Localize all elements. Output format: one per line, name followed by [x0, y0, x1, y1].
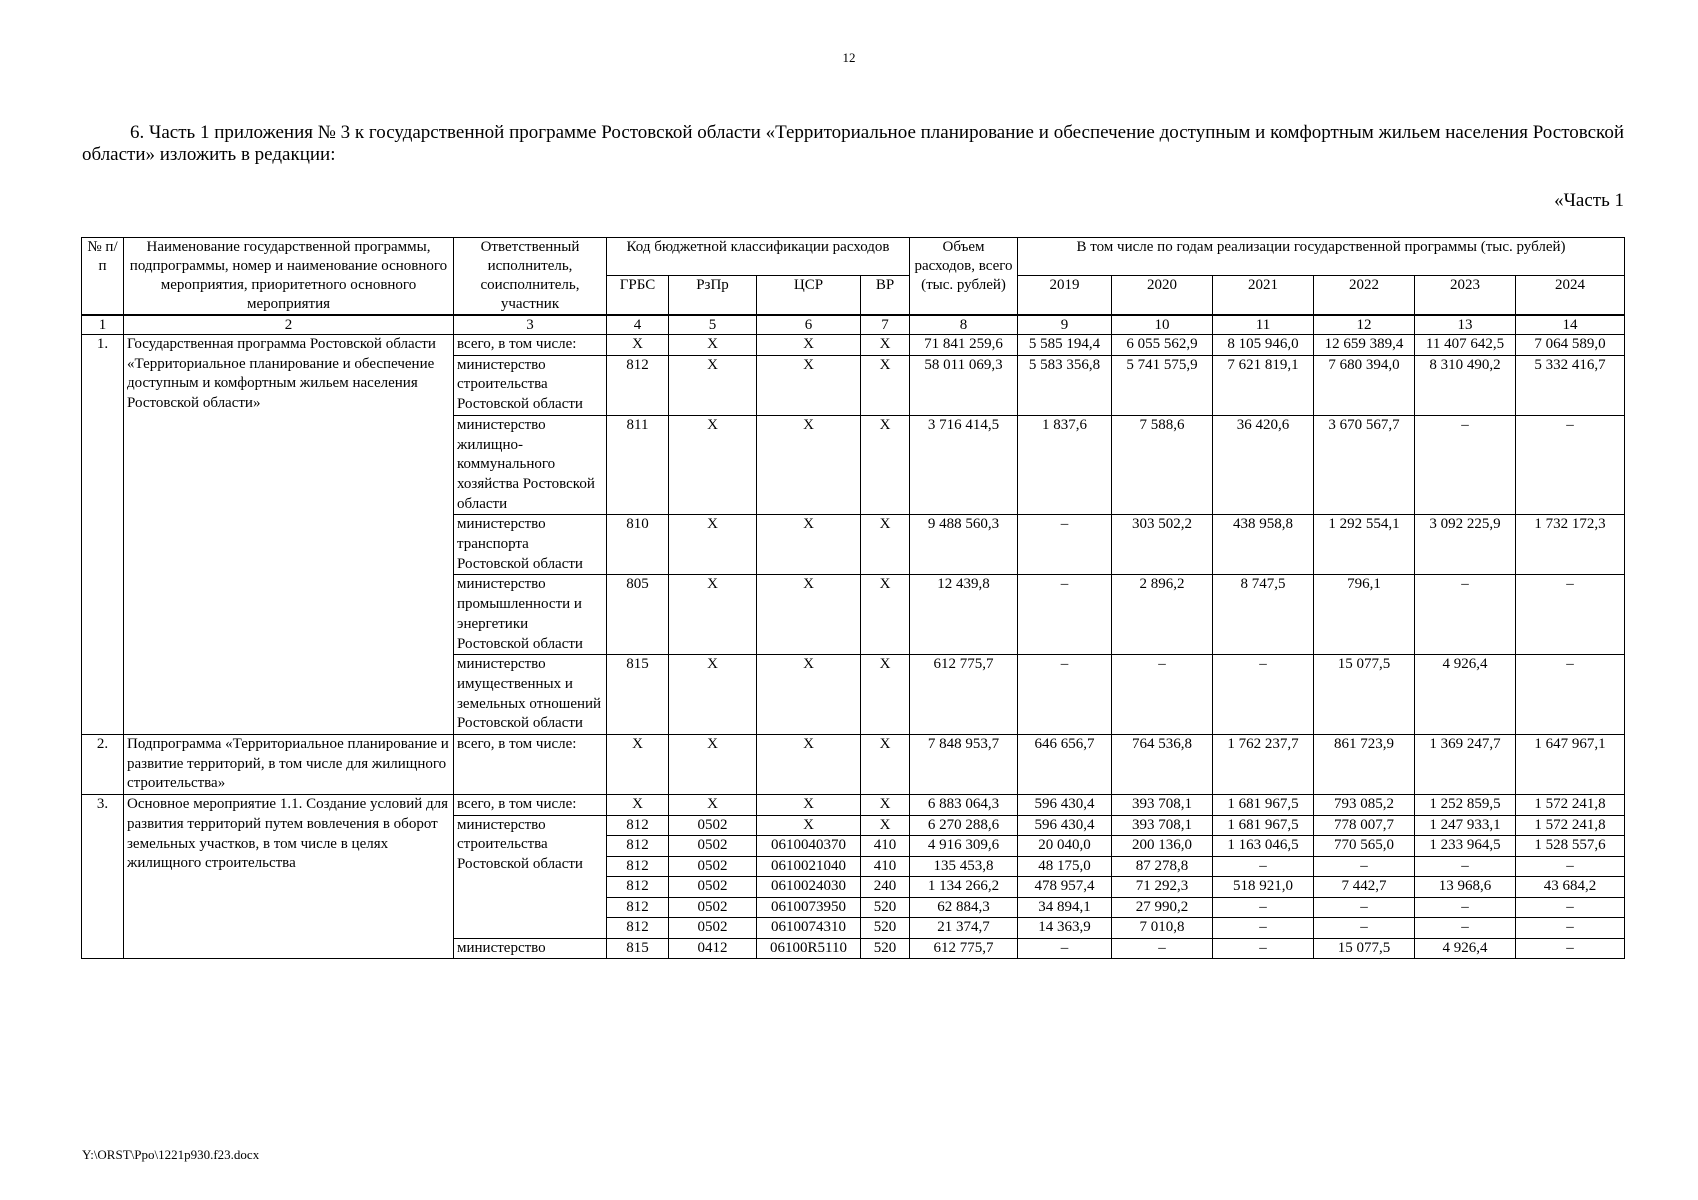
column-number: 13 — [1415, 315, 1516, 335]
year-value-cell: 1 572 241,8 — [1516, 815, 1625, 836]
total-cell: 612 775,7 — [910, 655, 1018, 735]
year-value-cell: 48 175,0 — [1018, 856, 1112, 877]
year-value-cell: 778 007,7 — [1314, 815, 1415, 836]
year-value-cell: 596 430,4 — [1018, 795, 1112, 816]
header-grbs: ГРБС — [607, 276, 669, 315]
year-value-cell: 1 528 557,6 — [1516, 836, 1625, 857]
grbs-cell: 812 — [607, 355, 669, 415]
total-cell: 9 488 560,3 — [910, 515, 1018, 575]
year-value-cell: – — [1516, 575, 1625, 655]
year-value-cell: 71 292,3 — [1112, 877, 1213, 898]
year-value-cell: – — [1213, 856, 1314, 877]
vr-cell: X — [861, 515, 910, 575]
part-label: «Часть 1 — [1554, 190, 1624, 211]
year-value-cell: – — [1516, 938, 1625, 959]
year-value-cell: – — [1415, 575, 1516, 655]
total-cell: 3 716 414,5 — [910, 415, 1018, 515]
year-value-cell: 2 896,2 — [1112, 575, 1213, 655]
year-value-cell: 7 064 589,0 — [1516, 335, 1625, 356]
csr-cell: 0610074310 — [757, 918, 861, 939]
rzpr-cell: X — [669, 575, 757, 655]
table-row — [82, 795, 1625, 816]
year-value-cell: 5 583 356,8 — [1018, 355, 1112, 415]
year-value-cell: 796,1 — [1314, 575, 1415, 655]
row-number-cell: 1. — [82, 335, 124, 735]
csr-cell: X — [757, 575, 861, 655]
year-value-cell: 1 247 933,1 — [1415, 815, 1516, 836]
vr-cell: X — [861, 415, 910, 515]
year-value-cell: 3 092 225,9 — [1415, 515, 1516, 575]
year-value-cell: 5 585 194,4 — [1018, 335, 1112, 356]
total-cell: 7 848 953,7 — [910, 735, 1018, 795]
year-value-cell: – — [1415, 918, 1516, 939]
year-value-cell: 13 968,6 — [1415, 877, 1516, 898]
header-name: Наименование государственной программы, подпрограммы, номер и наименование основного мероприятия, приоритетного основного мероприятия — [124, 238, 454, 316]
year-value-cell: 596 430,4 — [1018, 815, 1112, 836]
grbs-cell: X — [607, 735, 669, 795]
total-cell: 58 011 069,3 — [910, 355, 1018, 415]
year-value-cell: – — [1018, 655, 1112, 735]
grbs-cell: 805 — [607, 575, 669, 655]
vr-cell: X — [861, 735, 910, 795]
row-number-cell: 2. — [82, 735, 124, 795]
total-cell: 1 134 266,2 — [910, 877, 1018, 898]
rzpr-cell: X — [669, 335, 757, 356]
year-value-cell: – — [1415, 856, 1516, 877]
header-year: 2023 — [1415, 276, 1516, 315]
csr-cell: X — [757, 355, 861, 415]
rzpr-cell: 0502 — [669, 877, 757, 898]
program-name-cell: Основное мероприятие 1.1. Создание условий для развития территорий путем вовлечения в оборот земельных участков, в том числе в целях жилищного строительства — [124, 795, 454, 959]
total-cell: 12 439,8 — [910, 575, 1018, 655]
csr-cell: 0610021040 — [757, 856, 861, 877]
year-value-cell: 7 442,7 — [1314, 877, 1415, 898]
year-value-cell: 518 921,0 — [1213, 877, 1314, 898]
csr-cell: X — [757, 795, 861, 816]
year-value-cell: 1 369 247,7 — [1415, 735, 1516, 795]
header-executor: Ответственный исполнитель, соисполнитель, участник — [454, 238, 607, 316]
year-value-cell: 1 681 967,5 — [1213, 815, 1314, 836]
header-csr: ЦСР — [757, 276, 861, 315]
year-value-cell: 1 233 964,5 — [1415, 836, 1516, 857]
year-value-cell: 393 708,1 — [1112, 815, 1213, 836]
year-value-cell: 764 536,8 — [1112, 735, 1213, 795]
header-total: Объем расходов, всего (тыс. рублей) — [910, 238, 1018, 316]
header-year: 2020 — [1112, 276, 1213, 315]
header-year: 2024 — [1516, 276, 1625, 315]
year-value-cell: – — [1018, 515, 1112, 575]
grbs-cell: 812 — [607, 836, 669, 857]
vr-cell: X — [861, 355, 910, 415]
grbs-cell: 815 — [607, 655, 669, 735]
year-value-cell: – — [1213, 918, 1314, 939]
csr-cell: X — [757, 415, 861, 515]
intro-paragraph: 6. Часть 1 приложения № 3 к государственной программе Ростовской области «Территориальное планирование и обеспечение доступным и комфортным жильем населения Ростовской области» изложить в редакции: — [82, 122, 1624, 165]
csr-cell: 06100R5110 — [757, 938, 861, 959]
header-vr: ВР — [861, 276, 910, 315]
year-value-cell: 7 588,6 — [1112, 415, 1213, 515]
rzpr-cell: 0502 — [669, 918, 757, 939]
column-number: 6 — [757, 315, 861, 335]
year-value-cell: – — [1018, 575, 1112, 655]
column-number: 11 — [1213, 315, 1314, 335]
year-value-cell: – — [1516, 415, 1625, 515]
year-value-cell: 34 894,1 — [1018, 897, 1112, 918]
year-value-cell: 43 684,2 — [1516, 877, 1625, 898]
year-value-cell: 8 105 946,0 — [1213, 335, 1314, 356]
rzpr-cell: X — [669, 655, 757, 735]
vr-cell: X — [861, 795, 910, 816]
total-cell: 4 916 309,6 — [910, 836, 1018, 857]
year-value-cell: – — [1516, 918, 1625, 939]
vr-cell: 520 — [861, 897, 910, 918]
total-cell: 6 270 288,6 — [910, 815, 1018, 836]
rzpr-cell: 0412 — [669, 938, 757, 959]
csr-cell: X — [757, 735, 861, 795]
year-value-cell: – — [1516, 655, 1625, 735]
year-value-cell: 6 055 562,9 — [1112, 335, 1213, 356]
column-number: 3 — [454, 315, 607, 335]
executor-cell: министерство — [454, 938, 607, 959]
vr-cell: X — [861, 575, 910, 655]
year-value-cell: 7 680 394,0 — [1314, 355, 1415, 415]
year-value-cell: – — [1213, 655, 1314, 735]
year-value-cell: 15 077,5 — [1314, 938, 1415, 959]
vr-cell: 410 — [861, 836, 910, 857]
year-value-cell: 4 926,4 — [1415, 655, 1516, 735]
csr-cell: 0610024030 — [757, 877, 861, 898]
year-value-cell: 5 332 416,7 — [1516, 355, 1625, 415]
executor-cell: всего, в том числе: — [454, 795, 607, 816]
year-value-cell: 15 077,5 — [1314, 655, 1415, 735]
year-value-cell: 1 163 046,5 — [1213, 836, 1314, 857]
rzpr-cell: X — [669, 515, 757, 575]
rzpr-cell: X — [669, 735, 757, 795]
year-value-cell: 438 958,8 — [1213, 515, 1314, 575]
column-number: 9 — [1018, 315, 1112, 335]
vr-cell: 520 — [861, 918, 910, 939]
year-value-cell: – — [1213, 897, 1314, 918]
executor-cell: всего, в том числе: — [454, 335, 607, 356]
column-number: 2 — [124, 315, 454, 335]
year-value-cell: 478 957,4 — [1018, 877, 1112, 898]
column-number: 14 — [1516, 315, 1625, 335]
year-value-cell: 1 572 241,8 — [1516, 795, 1625, 816]
header-year: 2022 — [1314, 276, 1415, 315]
vr-cell: 410 — [861, 856, 910, 877]
year-value-cell: – — [1018, 938, 1112, 959]
column-number: 5 — [669, 315, 757, 335]
total-cell: 612 775,7 — [910, 938, 1018, 959]
column-number: 4 — [607, 315, 669, 335]
year-value-cell: 393 708,1 — [1112, 795, 1213, 816]
year-value-cell: 303 502,2 — [1112, 515, 1213, 575]
rzpr-cell: 0502 — [669, 836, 757, 857]
csr-cell: X — [757, 515, 861, 575]
column-number: 7 — [861, 315, 910, 335]
year-value-cell: – — [1112, 655, 1213, 735]
column-number: 10 — [1112, 315, 1213, 335]
vr-cell: 520 — [861, 938, 910, 959]
year-value-cell: – — [1415, 897, 1516, 918]
total-cell: 135 453,8 — [910, 856, 1018, 877]
row-number-cell: 3. — [82, 795, 124, 959]
year-value-cell: 11 407 642,5 — [1415, 335, 1516, 356]
rzpr-cell: 0502 — [669, 856, 757, 877]
total-cell: 21 374,7 — [910, 918, 1018, 939]
vr-cell: X — [861, 655, 910, 735]
year-value-cell: 20 040,0 — [1018, 836, 1112, 857]
header-rzpr: РзПр — [669, 276, 757, 315]
grbs-cell: 812 — [607, 897, 669, 918]
rzpr-cell: X — [669, 415, 757, 515]
year-value-cell: – — [1314, 897, 1415, 918]
csr-cell: 0610040370 — [757, 836, 861, 857]
executor-cell: министерство промышленности и энергетики Ростовской области — [454, 575, 607, 655]
executor-cell: министерство строительства Ростовской области — [454, 355, 607, 415]
budget-table — [81, 237, 1625, 959]
year-value-cell: 4 926,4 — [1415, 938, 1516, 959]
grbs-cell: X — [607, 335, 669, 356]
year-value-cell: 793 085,2 — [1314, 795, 1415, 816]
year-value-cell: – — [1415, 415, 1516, 515]
year-value-cell: 3 670 567,7 — [1314, 415, 1415, 515]
year-value-cell: – — [1213, 938, 1314, 959]
grbs-cell: 815 — [607, 938, 669, 959]
year-value-cell: 36 420,6 — [1213, 415, 1314, 515]
table-row — [82, 335, 1625, 356]
year-value-cell: 7 010,8 — [1112, 918, 1213, 939]
program-name-cell: Государственная программа Ростовской области «Территориальное планирование и обеспечение доступным и комфортным жильем населения Ростовской области» — [124, 335, 454, 735]
table-row — [82, 735, 1625, 795]
year-value-cell: 5 741 575,9 — [1112, 355, 1213, 415]
table-body — [82, 335, 1625, 959]
grbs-cell: 812 — [607, 918, 669, 939]
executor-cell: министерство строительства Ростовской области — [454, 815, 607, 938]
year-value-cell: 8 747,5 — [1213, 575, 1314, 655]
grbs-cell: 811 — [607, 415, 669, 515]
grbs-cell: 810 — [607, 515, 669, 575]
year-value-cell: 770 565,0 — [1314, 836, 1415, 857]
executor-cell: министерство имущественных и земельных отношений Ростовской области — [454, 655, 607, 735]
column-numbers-row — [82, 315, 1625, 335]
header-year: 2021 — [1213, 276, 1314, 315]
column-number: 8 — [910, 315, 1018, 335]
year-value-cell: 1 647 967,1 — [1516, 735, 1625, 795]
rzpr-cell: X — [669, 355, 757, 415]
total-cell: 71 841 259,6 — [910, 335, 1018, 356]
executor-cell: министерство транспорта Ростовской области — [454, 515, 607, 575]
year-value-cell: 1 681 967,5 — [1213, 795, 1314, 816]
program-name-cell: Подпрограмма «Территориальное планирование и развитие территорий, в том числе для жилищного строительства» — [124, 735, 454, 795]
year-value-cell: 1 252 859,5 — [1415, 795, 1516, 816]
year-value-cell: – — [1314, 856, 1415, 877]
vr-cell: X — [861, 335, 910, 356]
grbs-cell: X — [607, 795, 669, 816]
year-value-cell: 12 659 389,4 — [1314, 335, 1415, 356]
year-value-cell: 1 837,6 — [1018, 415, 1112, 515]
header-year: 2019 — [1018, 276, 1112, 315]
year-value-cell: 1 732 172,3 — [1516, 515, 1625, 575]
grbs-cell: 812 — [607, 877, 669, 898]
executor-cell: министерство жилищно-коммунального хозяйства Ростовской области — [454, 415, 607, 515]
csr-cell: X — [757, 335, 861, 356]
total-cell: 6 883 064,3 — [910, 795, 1018, 816]
year-value-cell: 27 990,2 — [1112, 897, 1213, 918]
year-value-cell: – — [1516, 897, 1625, 918]
header-code-group: Код бюджетной классификации расходов — [607, 238, 910, 276]
rzpr-cell: 0502 — [669, 815, 757, 836]
year-value-cell: 1 292 554,1 — [1314, 515, 1415, 575]
total-cell: 62 884,3 — [910, 897, 1018, 918]
year-value-cell: – — [1112, 938, 1213, 959]
csr-cell: X — [757, 655, 861, 735]
rzpr-cell: X — [669, 795, 757, 816]
year-value-cell: 14 363,9 — [1018, 918, 1112, 939]
column-number: 12 — [1314, 315, 1415, 335]
page-number: 12 — [842, 50, 856, 65]
executor-cell: всего, в том числе: — [454, 735, 607, 795]
csr-cell: X — [757, 815, 861, 836]
year-value-cell: 861 723,9 — [1314, 735, 1415, 795]
year-value-cell: – — [1314, 918, 1415, 939]
year-value-cell: 200 136,0 — [1112, 836, 1213, 857]
column-number: 1 — [82, 315, 124, 335]
year-value-cell: 8 310 490,2 — [1415, 355, 1516, 415]
year-value-cell: 7 621 819,1 — [1213, 355, 1314, 415]
vr-cell: X — [861, 815, 910, 836]
footer-file-path: Y:\ORST\Ppo\1221p930.f23.docx — [82, 1147, 260, 1162]
year-value-cell: 1 762 237,7 — [1213, 735, 1314, 795]
year-value-cell: – — [1516, 856, 1625, 877]
csr-cell: 0610073950 — [757, 897, 861, 918]
vr-cell: 240 — [861, 877, 910, 898]
year-value-cell: 646 656,7 — [1018, 735, 1112, 795]
table-header — [82, 238, 1625, 335]
rzpr-cell: 0502 — [669, 897, 757, 918]
grbs-cell: 812 — [607, 815, 669, 836]
header-years-group: В том числе по годам реализации государственной программы (тыс. рублей) — [1018, 238, 1625, 276]
year-value-cell: 87 278,8 — [1112, 856, 1213, 877]
grbs-cell: 812 — [607, 856, 669, 877]
header-num: № п/п — [82, 238, 124, 316]
